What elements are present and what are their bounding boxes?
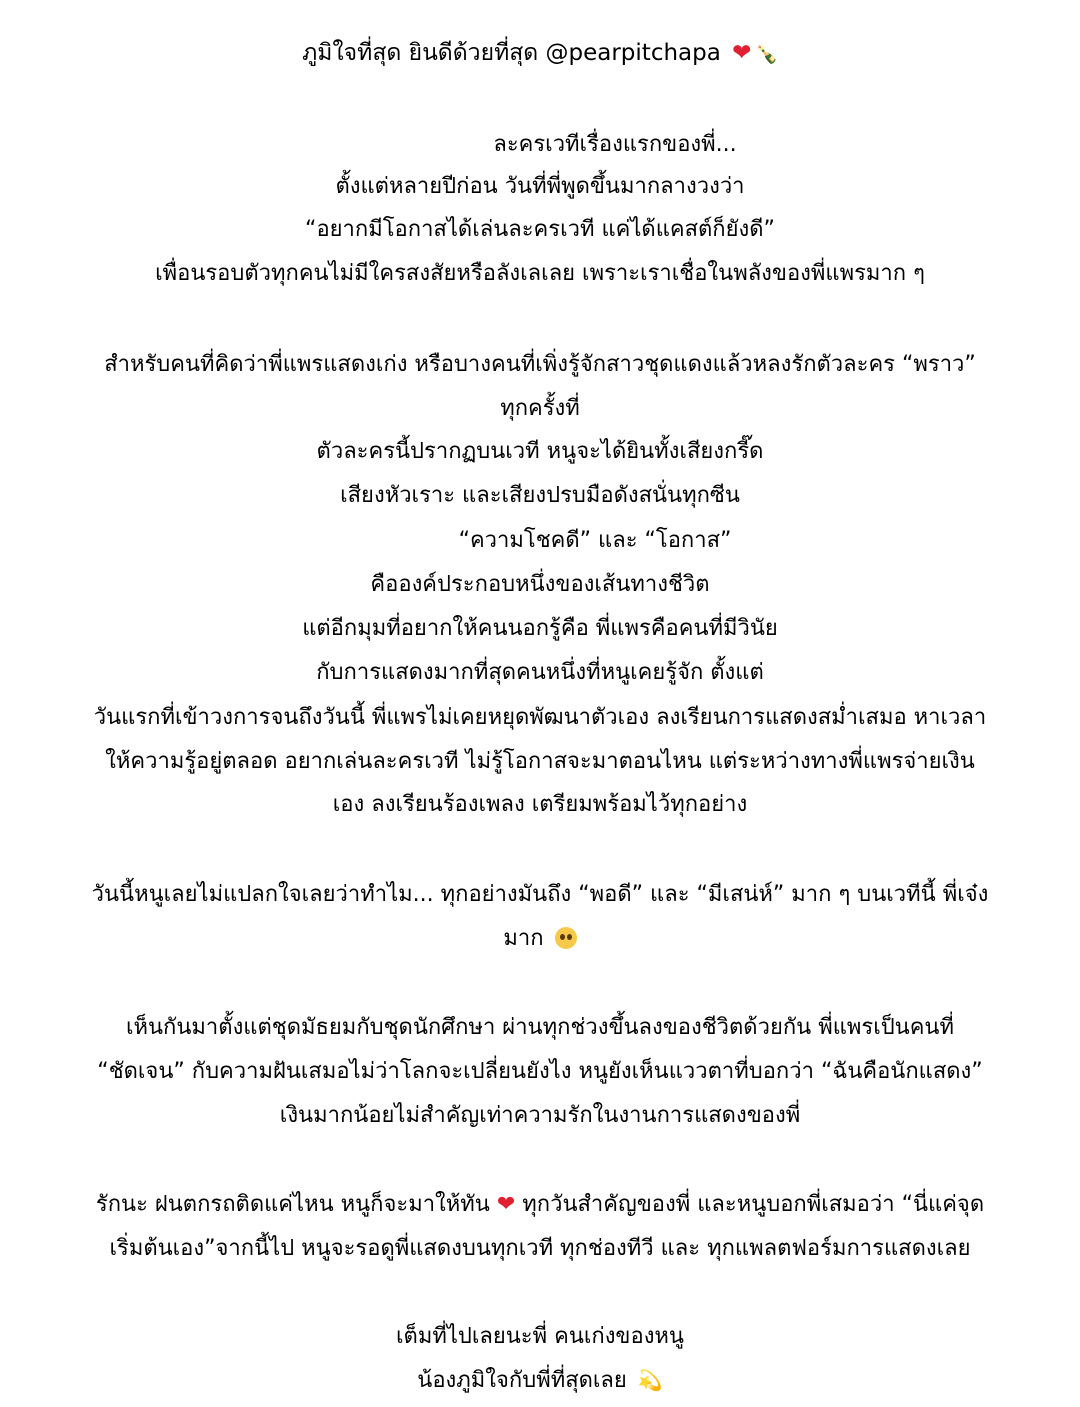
text-line: “ชัดเจน” กับความฝันเสมอไม่ว่าโลกจะเปลี่ยนยังไง หนูยังเห็นแววตาที่บอกว่า “ฉันคือนักแสดง” [97, 1059, 983, 1084]
title-text: ภูมิใจที่สุด ยินดีด้วยที่สุด @pearpitchapa [302, 40, 721, 66]
text-line: ตั้งแต่หลายปีก่อน วันที่พี่พูดขึ้นมากลางวงว่า [335, 174, 745, 199]
text-line: ให้ความรู้อยู่ตลอด อยากเล่นละครเวที ไม่รู้โอกาสจะมาตอนไหน แต่ระหว่างทางพี่แพรจ่ายเงิน [105, 749, 975, 774]
text-fragment: รักนะ ฝนตกรถติดแค่ไหน หนูก็จะมาให้ทัน [95, 1192, 490, 1217]
text-fragment: มาก [503, 926, 544, 951]
text-line: เพื่อนรอบตัวทุกคนไม่มีใครสงสัยหรือลังเลเลย เพราะเราเชื่อในพลังของพี่แพรมาก ๆ [155, 261, 925, 286]
text-line: คือองค์ประกอบหนึ่งของเส้นทางชีวิต [370, 572, 710, 597]
text-line: เริ่มต้นเอง”จากนี้ไป หนูจะรอดูพี่แสดงบนทุกเวที ทุกช่องทีวี และ ทุกแพลตฟอร์มการแสดงเลย [109, 1236, 971, 1261]
text-line: สำหรับคนที่คิดว่าพี่แพรแสดงเก่ง หรือบางคนที่เพิ่งรู้จักสาวชุดแดงแล้วหลงรักตัวละคร “พราว” [104, 352, 976, 377]
caption-title [0, 38, 1080, 68]
text-line [0, 1365, 1080, 1395]
text-line: “ความโชคดี” และ “โอกาส” [458, 528, 732, 553]
text-line: ตัวละครนี้ปรากฏบนเวที หนูจะได้ยินทั้งเสียงกรี๊ด [316, 439, 764, 464]
text-line: “อยากมีโอกาสได้เล่นละครเวที แค่ได้แคสต์ก็ยังดี” [305, 217, 775, 242]
text-line: เต็มที่ไปเลยนะพี่ คนเก่งของหนู [396, 1324, 684, 1349]
text-line: เอง ลงเรียนร้องเพลง เตรียมพร้อมไว้ทุกอย่าง [332, 792, 748, 817]
clinking-glasses-icon: 🍾 [755, 44, 778, 65]
text-fragment: ทุกวันสำคัญของพี่ และหนูบอกพี่เสมอว่า “นี่แค่จุด [522, 1192, 985, 1217]
text-line: เห็นกันมาตั้งแต่ชุดมัธยมกับชุดนักศึกษา ผ่านทุกช่วงขึ้นลงของชีวิตด้วยกัน พี่แพรเป็นคนที่ [126, 1015, 954, 1040]
text-line: เงินมากน้อยไม่สำคัญเท่าความรักในงานการแสดงของพี่ [279, 1103, 801, 1128]
heart-icon: ❤ [496, 1192, 516, 1217]
text-line: ทุกครั้งที่ [500, 396, 580, 421]
text-line: วันนี้หนูเลยไม่แปลกใจเลยว่าทำไม... ทุกอย่างมันถึง “พอดี” และ “มีเสน่ห์” มาก ๆ บนเวทีนี้ พี่เจ๋ง [91, 882, 989, 907]
text-fragment: น้องภูมิใจกับพี่ที่สุดเลย [417, 1368, 627, 1393]
dizzy-icon: 💫 [637, 1368, 663, 1392]
heart-icon: ❤ [732, 40, 752, 66]
text-line: กับการแสดงมากที่สุดคนหนึ่งที่หนูเคยรู้จัก ตั้งแต่ [316, 660, 764, 685]
text-line [0, 924, 1080, 954]
text-line: เสียงหัวเราะ และเสียงปรบมือดังสนั่นทุกซีน [340, 483, 740, 508]
text-line: แต่อีกมุมที่อยากให้คนนอกรู้คือ พี่แพรคือคนที่มีวินัย [302, 616, 778, 641]
text-line [0, 1190, 1080, 1220]
text-line: วันแรกที่เข้าวงการจนถึงวันนี้ พี่แพรไม่เคยหยุดพัฒนาตัวเอง ลงเรียนการแสดงสม่ำเสมอ หาเวลา [93, 705, 987, 730]
pleading-face-icon [555, 927, 577, 949]
text-line: ละครเวทีเรื่องแรกของพี่... [493, 132, 737, 157]
